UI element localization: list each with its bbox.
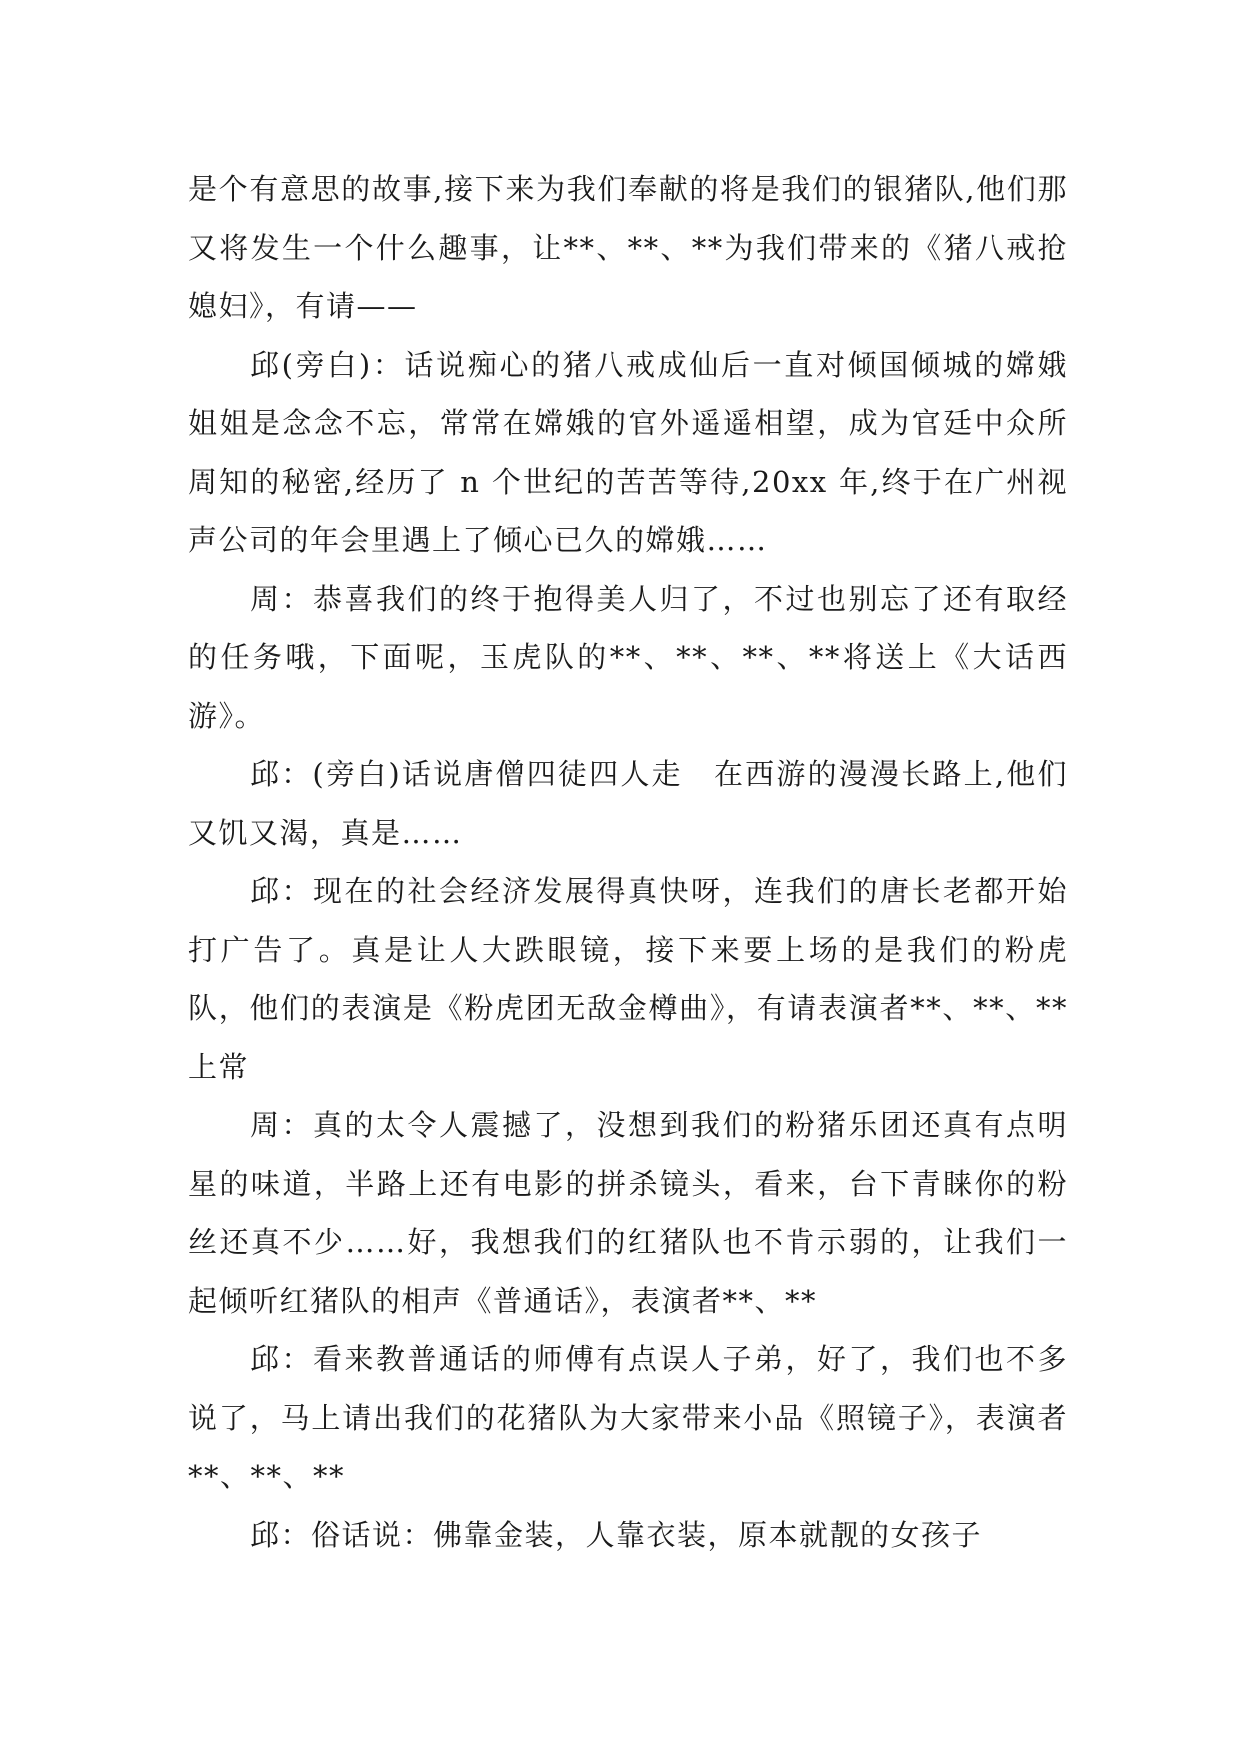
paragraph-5: 邱：现在的社会经济发展得真快呀，连我们的唐长老都开始打广告了。真是让人大跌眼镜，接下来要上场的是我们的粉虎队，他们的表演是《粉虎团无敌金樽曲》，有请表演者**、**、**上常 [188,874,1068,1084]
paragraph-8: 邱：俗话说：佛靠金装，人靠衣装，原本就靓的女孩子 [250,1517,983,1552]
paragraph-6: 周：真的太令人震撼了，没想到我们的粉猪乐团还真有点明星的味道，半路上还有电影的拼杀镜头，看来，台下青睐你的粉丝还真不少……好，我想我们的红猪队也不肯示弱的，让我们一起倾听红猪队的相声《普通话》，表演者**、** [188,1108,1068,1318]
paragraph-1: 是个有意思的故事,接下来为我们奉献的将是我们的银猪队,他们那又将发生一个什么趣事，让**、**、**为我们带来的《猪八戒抢媳妇》，有请—— [188,172,1068,323]
paragraph-7: 邱：看来教普通话的师傅有点误人子弟，好了，我们也不多说了，马上请出我们的花猪队为大家带来小品《照镜子》，表演者**、**、** [188,1342,1068,1493]
paragraph-2: 邱(旁白)：话说痴心的猪八戒成仙后一直对倾国倾城的嫦娥姐姐是念念不忘，常常在嫦娥的官外遥遥相望，成为官廷中众所周知的秘密,经历了 n 个世纪的苦苦等待,20xx 年,终于在广州视声公司的年会里遇上了倾心已久的嫦娥…… [188,347,1068,557]
paragraph-4: 邱：(旁白)话说唐僧四徒四人走 在西游的漫漫长路上,他们又饥又渴，真是…… [188,757,1068,850]
paragraph-3: 周：恭喜我们的终于抱得美人归了，不过也别忘了还有取经的任务哦，下面呢，玉虎队的**、**、**、**将送上《大话西游》。 [188,581,1068,733]
document-body [188,160,1068,1564]
